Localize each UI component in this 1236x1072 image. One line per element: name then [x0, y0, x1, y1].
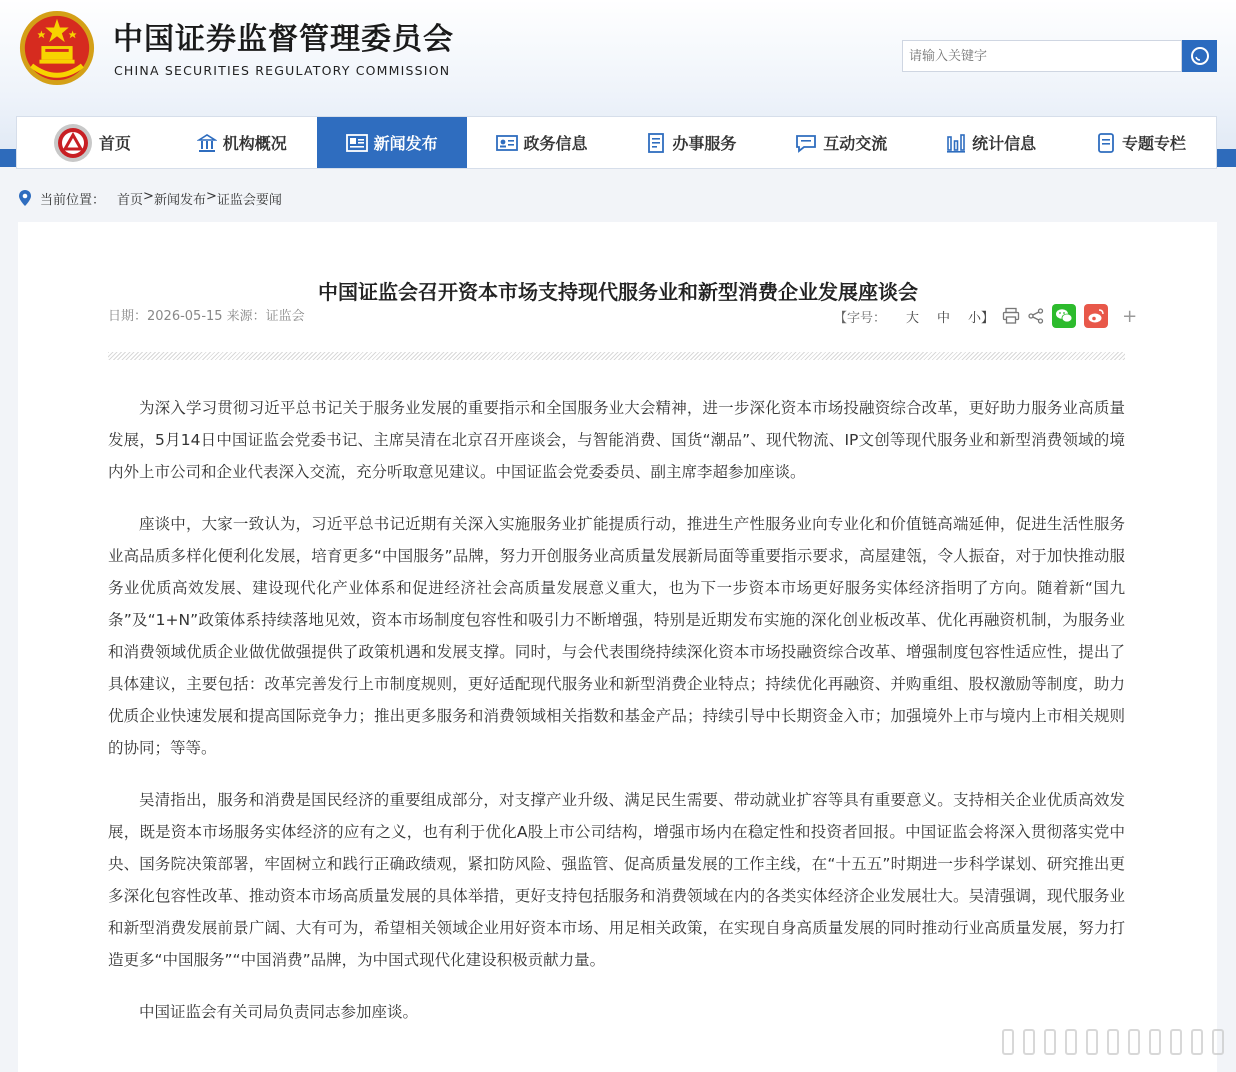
nav-label: 办事服务 [672, 134, 737, 153]
weibo-icon[interactable] [1084, 304, 1108, 328]
nav-label: 首页 [98, 134, 131, 153]
nav-item-special[interactable] [1066, 117, 1216, 168]
font-size-small[interactable]: 小】 [968, 310, 995, 326]
nav-label: 新闻发布 [373, 134, 438, 153]
article-body [108, 392, 1125, 1048]
nav-label: 机构概况 [222, 134, 287, 153]
wechat-glyph-icon [1055, 308, 1073, 324]
breadcrumb [18, 188, 282, 208]
article-meta: 日期：2026-05-15 来源：证监会 [108, 309, 305, 324]
breadcrumb-separator: > [205, 188, 217, 204]
title-divider [108, 352, 1125, 360]
breadcrumb-home[interactable]: 首页 [117, 192, 144, 208]
folder-icon [1096, 133, 1116, 153]
breadcrumb-news[interactable]: 新闻发布 [153, 192, 206, 208]
newspaper-icon [346, 133, 368, 153]
weibo-glyph-icon [1087, 308, 1105, 324]
id-card-icon [496, 133, 518, 153]
site-header [0, 0, 1236, 115]
bar-chart-icon [946, 133, 966, 153]
search-button[interactable] [1182, 40, 1217, 72]
nav-item-news[interactable] [317, 117, 467, 168]
site-title-english: CHINA SECURITIES REGULATORY COMMISSION [114, 63, 451, 78]
article-paragraph: 座谈中，大家一致认为，习近平总书记近期有关深入实施服务业扩能提质行动，推进生产性服务业向专业化和价值链高端延伸，促进生活性服务业高品质多样化便利化发展，培育更多“中国服务”品牌，努力开创服务业高质量发展新局面等重要指示要求，高屋建瓴，令人振奋，对于加快推动服务业优质高效发展、建设现代化产业体系和促进经济社会高质量发展意义重大，也为下一步资本市场更好服务实体经济指明了方向。随着新“国九条”及“1+N”政策体系持续落地见效，资本市场制度包容性和吸引力不断增强，特别是近期发布实施的深化创业板改革、优化再融资机制，为服务业和消费领域优质企业做优做强提供了政策机遇和发展支撑。同时，与会代表围绕持续深化资本市场投融资综合改革、增强制度包容性适应性，提出了具体建议，主要包括：改革完善发行上市制度规则，更好适配现代服务业和新型消费企业特点；持续优化再融资、并购重组、股权激励等制度，助力优质企业快速发展和提高国际竞争力；推出更多服务和消费领域相关指数和基金产品；持续引导中长期资金入市；加强境外上市与境内上市相关规则的协同；等等。 [108, 515, 1125, 757]
main-nav [16, 116, 1217, 169]
national-emblem-icon[interactable] [18, 8, 96, 88]
breadcrumb-prefix: 当前位置： [40, 192, 106, 208]
nav-label: 互动交流 [823, 134, 888, 153]
nav-item-gov-info[interactable] [467, 117, 617, 168]
article-paragraph: 为深入学习贯彻习近平总书记关于服务业发展的重要指示和全国服务业大会精神，进一步深化资本市场投融资综合改革，更好助力服务业高质量发展，5月14日中国证监会党委书记、主席吴清在北京召开座谈会，与智能消费、国货“潮品”、现代物流、IP文创等现代服务业和新型消费领域的境内外上市公司和企业代表深入交流，充分听取意见建议。中国证监会党委委员、副主席李超参加座谈。 [108, 399, 1125, 481]
font-size-medium[interactable]: 中 [937, 310, 951, 326]
breadcrumb-separator: > [143, 188, 154, 204]
document-list-icon [646, 133, 666, 153]
article-title: 中国证监会召开资本市场支持现代服务业和新型消费企业发展座谈会 [318, 280, 918, 304]
font-size-large[interactable]: 大 [906, 310, 920, 326]
nav-item-statistics[interactable] [916, 117, 1066, 168]
article-toolbar [834, 302, 1137, 330]
font-size-label: 【字号： [834, 310, 887, 326]
csrc-logo-icon [53, 123, 93, 163]
search-icon [1189, 45, 1211, 67]
plus-icon[interactable]: + [1122, 305, 1138, 327]
nav-label: 政务信息 [523, 134, 588, 153]
location-pin-icon [18, 189, 32, 207]
nav-item-about[interactable] [167, 117, 317, 168]
nav-label: 统计信息 [972, 134, 1037, 153]
article-paragraph: 中国证监会有关司局负责同志参加座谈。 [139, 1003, 419, 1021]
article-paragraph: 吴清指出，服务和消费是国民经济的重要组成部分，对支撑产业升级、满足民生需要、带动就业扩容等具有重要意义。支持相关企业优质高效发展，既是资本市场服务实体经济的应有之义，也有利于优化A股上市公司结构，增强市场内在稳定性和投资者回报。中国证监会将深入贯彻落实党中央、国务院决策部署，牢固树立和践行正确政绩观，紧扣防风险、强监管、促高质量发展的工作主线，在“十五五”时期进一步科学谋划、研究推出更多深化包容性改革、推动资本市场高质量发展的具体举措，更好支持包括服务和消费领域在内的各类实体经济企业发展壮大。吴清强调，现代服务业和新型消费发展前景广阔、大有可为，希望相关领域企业用好资本市场、用足相关政策，在实现自身高质量发展的同时推动行业高质量发展，努力打造更多“中国服务”“中国消费”品牌，为中国式现代化建设积极贡献力量。 [108, 791, 1125, 969]
nav-item-interaction[interactable] [766, 117, 916, 168]
wechat-icon[interactable] [1052, 304, 1076, 328]
chat-icon [795, 133, 817, 153]
nav-label: 专题专栏 [1122, 134, 1187, 153]
watermark-bars-icon [1002, 1028, 1226, 1056]
breadcrumb-current[interactable]: 证监会要闻 [216, 192, 282, 208]
search-input[interactable] [902, 40, 1182, 72]
nav-item-services[interactable] [617, 117, 767, 168]
print-icon[interactable] [1002, 307, 1020, 325]
share-icon[interactable] [1028, 308, 1044, 324]
building-icon [197, 133, 217, 153]
nav-item-home[interactable] [17, 117, 167, 168]
site-title[interactable]: 中国证券监督管理委员会 [113, 22, 454, 57]
